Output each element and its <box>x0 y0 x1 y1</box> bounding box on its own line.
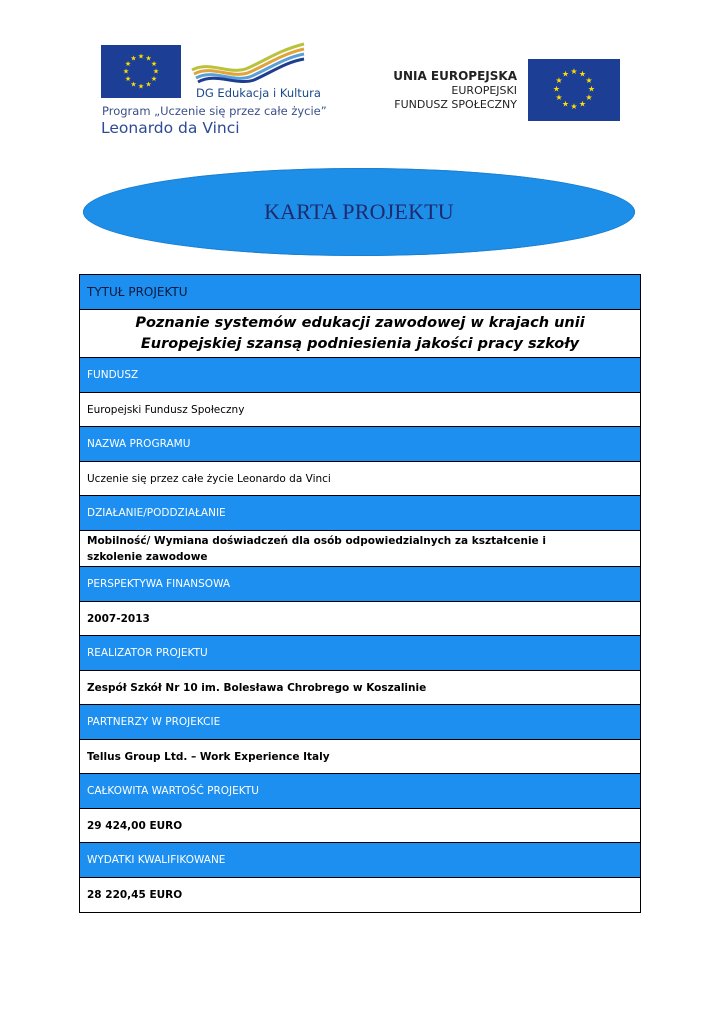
page-title: KARTA PROJEKTU <box>264 199 454 224</box>
lifelong-learning-logo-icon <box>190 42 306 86</box>
field-label-action: DZIAŁANIE/PODDZIAŁANIE <box>80 496 640 531</box>
eu-stars-left <box>101 45 181 98</box>
eu-stars-right <box>528 59 620 121</box>
svg-text:★: ★ <box>587 84 596 94</box>
svg-text:★: ★ <box>570 102 578 111</box>
field-label-eligible-costs: WYDATKI KWALIFIKOWANE <box>80 843 640 878</box>
field-value-period: 2007-2013 <box>80 602 640 636</box>
field-label-period: PERSPEKTYWA FINANSOWA <box>80 567 640 602</box>
svg-text:★: ★ <box>570 67 578 76</box>
svg-text:★: ★ <box>152 67 160 76</box>
project-card <box>79 274 641 913</box>
esf-line-2: EUROPEJSKI <box>451 84 517 97</box>
svg-text:★: ★ <box>555 93 563 102</box>
svg-text:★: ★ <box>130 54 137 63</box>
field-value-fundusz: Europejski Fundusz Społeczny <box>80 393 640 427</box>
svg-text:★: ★ <box>150 75 158 83</box>
field-value-action: Mobilność/ Wymiana doświadczeń dla osób odpowiedzialnych za kształcenie i szkolenie zawodowe <box>80 531 640 567</box>
program-label: Program „Uczenie się przez całe życie” <box>102 104 327 118</box>
leonardo-label: Leonardo da Vinci <box>101 119 240 137</box>
field-label-program: NAZWA PROGRAMU <box>80 427 640 462</box>
svg-text:★: ★ <box>585 93 593 102</box>
svg-text:★: ★ <box>137 82 145 91</box>
field-value-partners: Tellus Group Ltd. – Work Experience Italy <box>80 740 640 774</box>
svg-text:★: ★ <box>578 69 587 79</box>
field-label-total-value: CAŁKOWITA WARTOŚĆ PROJEKTU <box>80 774 640 809</box>
field-label-fundusz: FUNDUSZ <box>80 358 640 393</box>
esf-line-1: UNIA EUROPEJSKA <box>393 69 517 83</box>
project-title-line-1: Poznanie systemów edukacji zawodowej w krajach unii <box>135 314 585 331</box>
svg-text:★: ★ <box>561 99 570 109</box>
svg-text:★: ★ <box>578 99 587 109</box>
project-title <box>80 310 640 358</box>
svg-text:★: ★ <box>137 52 145 61</box>
svg-text:★: ★ <box>561 69 570 79</box>
svg-text:★: ★ <box>130 80 137 89</box>
eu-flag-icon <box>528 59 620 121</box>
field-label-implementer: REALIZATOR PROJEKTU <box>80 636 640 671</box>
dg-education-label: DG Edukacja i Kultura <box>196 86 321 100</box>
svg-text:★: ★ <box>145 80 152 89</box>
svg-text:★: ★ <box>555 76 563 85</box>
field-value-eligible-costs: 28 220,45 EURO <box>80 878 640 912</box>
svg-text:★: ★ <box>585 76 593 85</box>
project-title-line-2: Europejskiej szansą podniesienia jakości pracy szkoły <box>140 335 580 352</box>
svg-text:★: ★ <box>124 75 132 83</box>
svg-text:★: ★ <box>150 60 158 68</box>
field-value-implementer: Zespół Szkół Nr 10 im. Bolesława Chrobrego w Koszalinie <box>80 671 640 705</box>
svg-text:★: ★ <box>552 84 561 94</box>
field-value-program: Uczenie się przez całe życie Leonardo da Vinci <box>80 462 640 496</box>
svg-text:★: ★ <box>145 54 152 63</box>
eu-flag-icon <box>101 45 181 98</box>
field-value-total-value: 29 424,00 EURO <box>80 809 640 843</box>
field-label-partners: PARTNERZY W PROJEKCIE <box>80 705 640 740</box>
esf-line-3: FUNDUSZ SPOŁECZNY <box>394 98 517 111</box>
svg-text:★: ★ <box>122 67 130 76</box>
svg-text:★: ★ <box>124 60 132 68</box>
project-title-label: TYTUŁ PROJEKTU <box>80 275 640 310</box>
